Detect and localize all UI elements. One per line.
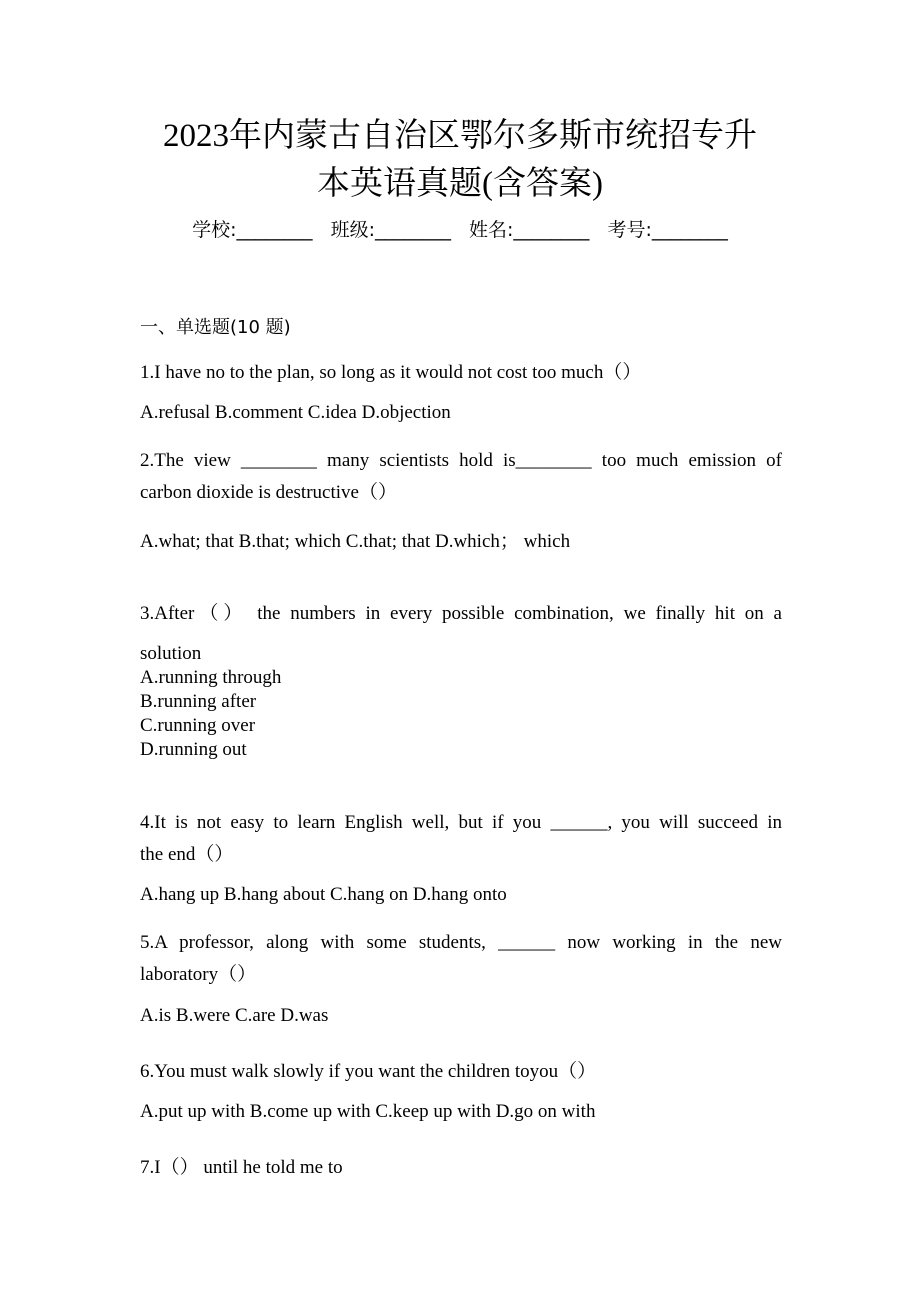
question-3-line-2: solution bbox=[140, 643, 202, 664]
class-field: 班级:________ bbox=[330, 219, 451, 241]
question-4-options: A.hang up B.hang about C.hang on D.hang onto bbox=[140, 884, 507, 905]
question-5-line-1: 5.A professor, along with some students, ______ now working in the new bbox=[140, 932, 782, 953]
question-3-option-b: B.running after bbox=[140, 691, 257, 712]
question-5-line-2: laboratory（） bbox=[140, 964, 257, 985]
question-2-line-1: 2.The view ________ many scientists hold is________ too much emission of bbox=[140, 450, 782, 471]
question-5-options: A.is B.were C.are D.was bbox=[140, 1005, 329, 1026]
question-3-line-1: 3.After（） the numbers in every possible combination, we finally hit on a bbox=[140, 603, 782, 624]
question-7: 7.I（） until he told me to bbox=[140, 1157, 343, 1178]
question-4-line-2: the end（） bbox=[140, 844, 234, 865]
question-2-line-2: carbon dioxide is destructive（） bbox=[140, 482, 397, 503]
question-1: 1.I have no to the plan, so long as it would not cost too much（） bbox=[140, 362, 642, 383]
question-4-line-1: 4.It is not easy to learn English well, but if you ______, you will succeed in bbox=[140, 812, 782, 833]
name-field: 姓名:________ bbox=[469, 219, 590, 241]
school-field: 学校:________ bbox=[192, 219, 313, 241]
question-3-option-d: D.running out bbox=[140, 739, 247, 760]
student-info-row bbox=[0, 218, 920, 242]
question-1-options: A.refusal B.comment C.idea D.objection bbox=[140, 402, 451, 423]
question-6-options: A.put up with B.come up with C.keep up with D.go on with bbox=[140, 1101, 596, 1122]
doc-title-line-2: 本英语真题(含答案) bbox=[317, 166, 603, 202]
question-6: 6.You must walk slowly if you want the children toyou（） bbox=[140, 1061, 597, 1082]
question-3-option-c: C.running over bbox=[140, 715, 256, 736]
question-2-options: A.what; that B.that; which C.that; that D.which； which bbox=[140, 531, 571, 552]
doc-title-line-1: 2023年内蒙古自治区鄂尔多斯市统招专升 bbox=[163, 118, 757, 154]
exam-number-field: 考号:________ bbox=[607, 219, 728, 241]
section-heading: 一、单选题(10 题) bbox=[140, 317, 291, 338]
question-3-option-a: A.running through bbox=[140, 667, 282, 688]
